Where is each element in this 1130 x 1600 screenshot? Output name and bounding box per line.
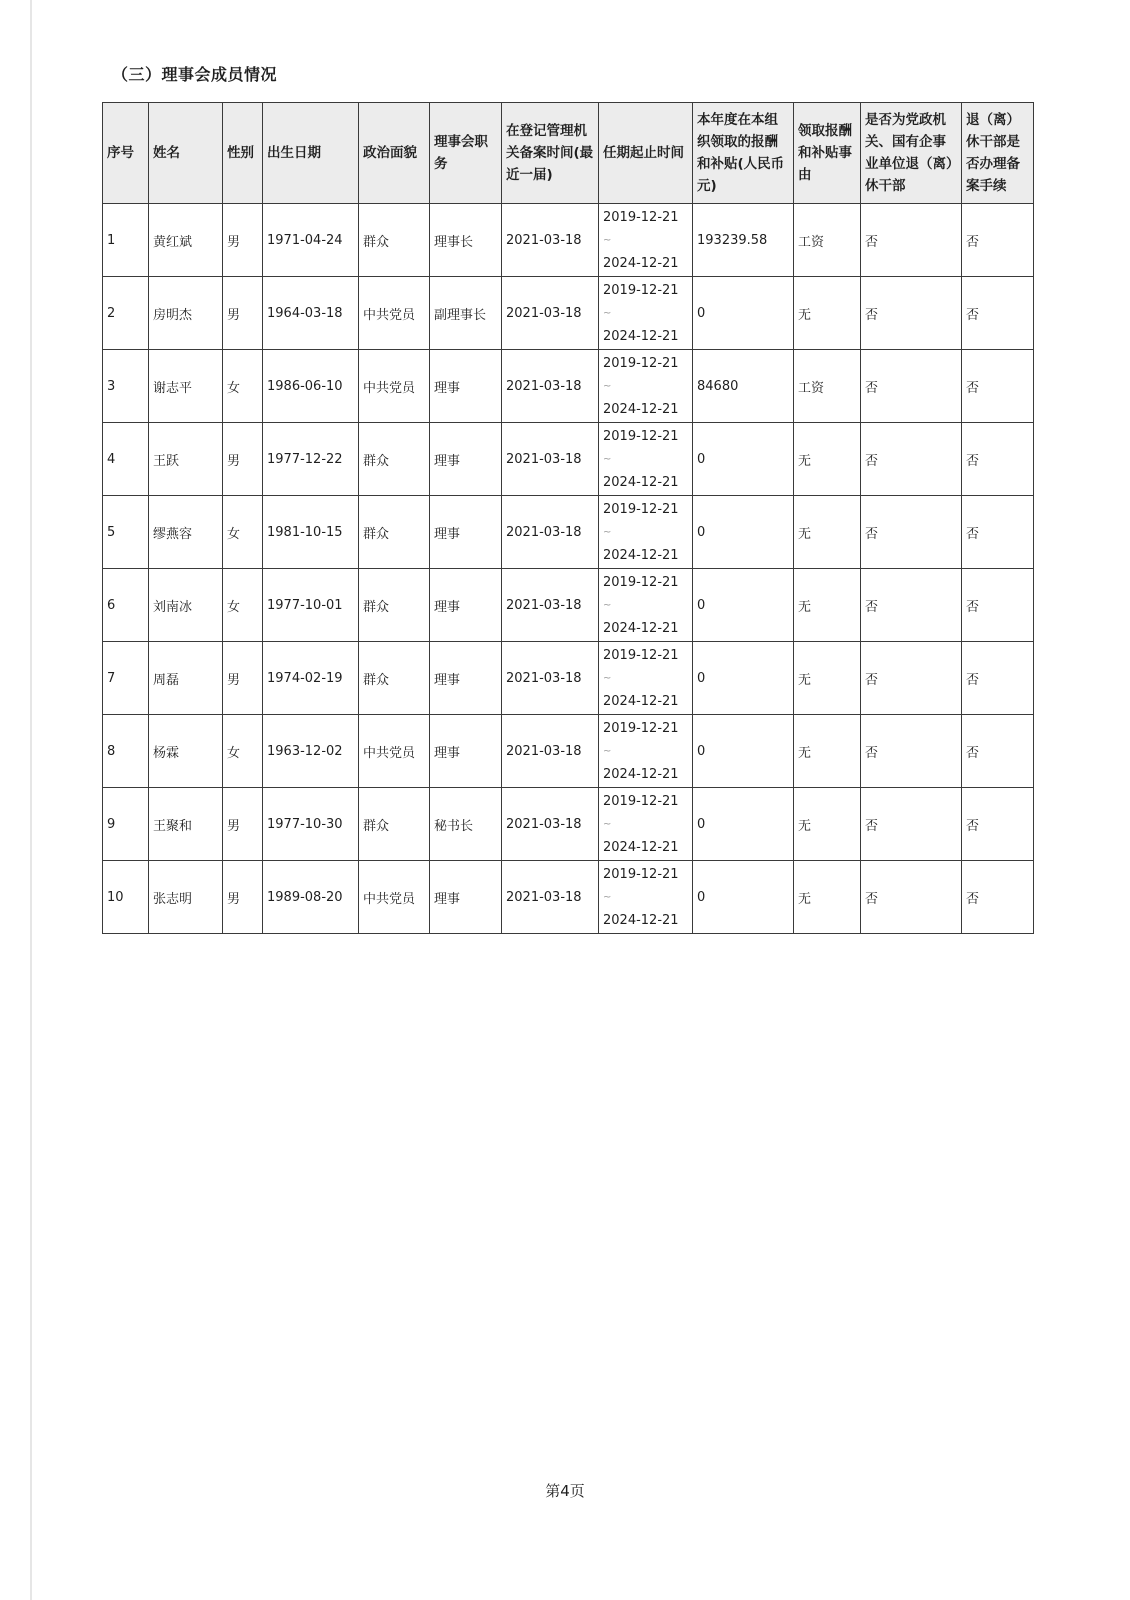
political-status: 群众 <box>359 642 430 715</box>
political-status: 中共党员 <box>359 715 430 788</box>
table-row <box>103 569 1034 642</box>
filing-date: 2021-03-18 <box>502 715 599 788</box>
row-number: 7 <box>103 642 149 715</box>
compensation-amount: 0 <box>693 496 794 569</box>
compensation-reason: 无 <box>794 715 861 788</box>
member-name: 刘南冰 <box>149 569 223 642</box>
term-start: 2019-12-21 <box>603 428 679 444</box>
retired-filing-status: 否 <box>962 277 1034 350</box>
board-position: 理事长 <box>430 204 502 277</box>
birth-date: 1981-10-15 <box>263 496 359 569</box>
political-status: 群众 <box>359 788 430 861</box>
compensation-amount: 0 <box>693 423 794 496</box>
term-end: 2024-12-21 <box>603 328 679 344</box>
birth-date: 1977-12-22 <box>263 423 359 496</box>
row-number: 3 <box>103 350 149 423</box>
row-number: 9 <box>103 788 149 861</box>
retired-filing-status: 否 <box>962 423 1034 496</box>
board-position: 理事 <box>430 423 502 496</box>
compensation-amount: 0 <box>693 569 794 642</box>
header-cell: 理事会职务 <box>430 103 502 204</box>
filing-date: 2021-03-18 <box>502 350 599 423</box>
term-end: 2024-12-21 <box>603 620 679 636</box>
row-number: 4 <box>103 423 149 496</box>
header-cell: 是否为党政机关、国有企事业单位退（离）休干部 <box>861 103 962 204</box>
header-cell: 本年度在本组织领取的报酬和补贴(人民币元) <box>693 103 794 204</box>
retired-filing-status: 否 <box>962 642 1034 715</box>
birth-date: 1977-10-01 <box>263 569 359 642</box>
table-row <box>103 496 1034 569</box>
term-start: 2019-12-21 <box>603 355 679 371</box>
member-gender: 女 <box>223 569 263 642</box>
table-body <box>103 204 1034 934</box>
birth-date: 1963-12-02 <box>263 715 359 788</box>
retired-cadre-status: 否 <box>861 715 962 788</box>
filing-date: 2021-03-18 <box>502 496 599 569</box>
table-row <box>103 642 1034 715</box>
political-status: 中共党员 <box>359 861 430 934</box>
member-gender: 男 <box>223 788 263 861</box>
political-status: 中共党员 <box>359 350 430 423</box>
compensation-reason: 无 <box>794 642 861 715</box>
compensation-reason: 无 <box>794 496 861 569</box>
member-gender: 男 <box>223 204 263 277</box>
header-cell: 在登记管理机关备案时间(最近一届) <box>502 103 599 204</box>
table-row <box>103 423 1034 496</box>
compensation-amount: 0 <box>693 277 794 350</box>
term-start: 2019-12-21 <box>603 720 679 736</box>
table-row <box>103 204 1034 277</box>
term-end: 2024-12-21 <box>603 839 679 855</box>
term-start: 2019-12-21 <box>603 866 679 882</box>
filing-date: 2021-03-18 <box>502 423 599 496</box>
member-name: 王跃 <box>149 423 223 496</box>
header-cell: 领取报酬和补贴事由 <box>794 103 861 204</box>
header-cell: 性别 <box>223 103 263 204</box>
member-gender: 男 <box>223 861 263 934</box>
retired-filing-status: 否 <box>962 861 1034 934</box>
board-position: 理事 <box>430 569 502 642</box>
compensation-reason: 无 <box>794 423 861 496</box>
table-row <box>103 715 1034 788</box>
member-name: 杨霖 <box>149 715 223 788</box>
political-status: 群众 <box>359 423 430 496</box>
retired-cadre-status: 否 <box>861 642 962 715</box>
filing-date: 2021-03-18 <box>502 642 599 715</box>
term-period <box>599 788 693 861</box>
term-period <box>599 204 693 277</box>
term-start: 2019-12-21 <box>603 501 679 517</box>
member-name: 缪燕容 <box>149 496 223 569</box>
term-sep: ~ <box>603 818 612 830</box>
header-cell: 任期起止时间 <box>599 103 693 204</box>
birth-date: 1986-06-10 <box>263 350 359 423</box>
filing-date: 2021-03-18 <box>502 861 599 934</box>
row-number: 8 <box>103 715 149 788</box>
retired-cadre-status: 否 <box>861 204 962 277</box>
term-period <box>599 496 693 569</box>
compensation-reason: 无 <box>794 277 861 350</box>
retired-filing-status: 否 <box>962 715 1034 788</box>
compensation-reason: 无 <box>794 788 861 861</box>
term-sep: ~ <box>603 672 612 684</box>
member-gender: 男 <box>223 642 263 715</box>
board-position: 理事 <box>430 496 502 569</box>
term-start: 2019-12-21 <box>603 574 679 590</box>
term-start: 2019-12-21 <box>603 282 679 298</box>
compensation-amount: 193239.58 <box>693 204 794 277</box>
member-name: 周磊 <box>149 642 223 715</box>
birth-date: 1974-02-19 <box>263 642 359 715</box>
board-position: 秘书长 <box>430 788 502 861</box>
member-gender: 男 <box>223 423 263 496</box>
term-start: 2019-12-21 <box>603 793 679 809</box>
birth-date: 1989-08-20 <box>263 861 359 934</box>
row-number: 1 <box>103 204 149 277</box>
page-edge-line <box>30 0 32 1600</box>
term-period <box>599 569 693 642</box>
board-position: 理事 <box>430 350 502 423</box>
political-status: 群众 <box>359 496 430 569</box>
term-period <box>599 642 693 715</box>
term-sep: ~ <box>603 891 612 903</box>
compensation-reason: 无 <box>794 569 861 642</box>
table-row <box>103 861 1034 934</box>
compensation-reason: 工资 <box>794 350 861 423</box>
member-name: 张志明 <box>149 861 223 934</box>
term-sep: ~ <box>603 307 612 319</box>
header-row <box>103 103 1034 204</box>
member-gender: 女 <box>223 496 263 569</box>
board-position: 理事 <box>430 715 502 788</box>
term-end: 2024-12-21 <box>603 401 679 417</box>
retired-cadre-status: 否 <box>861 496 962 569</box>
compensation-amount: 0 <box>693 788 794 861</box>
member-gender: 女 <box>223 715 263 788</box>
compensation-amount: 0 <box>693 861 794 934</box>
header-cell: 政治面貌 <box>359 103 430 204</box>
table-row <box>103 277 1034 350</box>
term-sep: ~ <box>603 599 612 611</box>
birth-date: 1964-03-18 <box>263 277 359 350</box>
term-period <box>599 715 693 788</box>
term-sep: ~ <box>603 745 612 757</box>
term-end: 2024-12-21 <box>603 474 679 490</box>
filing-date: 2021-03-18 <box>502 277 599 350</box>
header-cell: 序号 <box>103 103 149 204</box>
retired-filing-status: 否 <box>962 569 1034 642</box>
retired-cadre-status: 否 <box>861 423 962 496</box>
compensation-amount: 0 <box>693 642 794 715</box>
term-start: 2019-12-21 <box>603 209 679 225</box>
page-number: 第4页 <box>545 1482 585 1500</box>
retired-filing-status: 否 <box>962 350 1034 423</box>
term-end: 2024-12-21 <box>603 912 679 928</box>
compensation-amount: 84680 <box>693 350 794 423</box>
row-number: 2 <box>103 277 149 350</box>
compensation-amount: 0 <box>693 715 794 788</box>
term-period <box>599 423 693 496</box>
term-sep: ~ <box>603 453 612 465</box>
term-period <box>599 350 693 423</box>
retired-filing-status: 否 <box>962 788 1034 861</box>
birth-date: 1971-04-24 <box>263 204 359 277</box>
filing-date: 2021-03-18 <box>502 569 599 642</box>
retired-cadre-status: 否 <box>861 569 962 642</box>
filing-date: 2021-03-18 <box>502 788 599 861</box>
political-status: 群众 <box>359 204 430 277</box>
retired-cadre-status: 否 <box>861 788 962 861</box>
term-end: 2024-12-21 <box>603 693 679 709</box>
term-period <box>599 277 693 350</box>
table-row <box>103 788 1034 861</box>
compensation-reason: 无 <box>794 861 861 934</box>
table-row <box>103 350 1034 423</box>
filing-date: 2021-03-18 <box>502 204 599 277</box>
table-header <box>103 103 1034 204</box>
term-period <box>599 861 693 934</box>
birth-date: 1977-10-30 <box>263 788 359 861</box>
member-name: 房明杰 <box>149 277 223 350</box>
board-position: 理事 <box>430 861 502 934</box>
header-cell: 姓名 <box>149 103 223 204</box>
term-end: 2024-12-21 <box>603 547 679 563</box>
board-position: 理事 <box>430 642 502 715</box>
board-members-table <box>102 102 1034 934</box>
compensation-reason: 工资 <box>794 204 861 277</box>
section-title: （三）理事会成员情况 <box>112 65 278 84</box>
row-number: 6 <box>103 569 149 642</box>
header-cell: 退（离）休干部是否办理备案手续 <box>962 103 1034 204</box>
member-name: 谢志平 <box>149 350 223 423</box>
term-end: 2024-12-21 <box>603 255 679 271</box>
term-sep: ~ <box>603 380 612 392</box>
term-start: 2019-12-21 <box>603 647 679 663</box>
row-number: 5 <box>103 496 149 569</box>
member-gender: 男 <box>223 277 263 350</box>
retired-filing-status: 否 <box>962 204 1034 277</box>
board-position: 副理事长 <box>430 277 502 350</box>
member-name: 王聚和 <box>149 788 223 861</box>
political-status: 群众 <box>359 569 430 642</box>
term-sep: ~ <box>603 234 612 246</box>
retired-filing-status: 否 <box>962 496 1034 569</box>
retired-cadre-status: 否 <box>861 861 962 934</box>
member-name: 黄红斌 <box>149 204 223 277</box>
term-end: 2024-12-21 <box>603 766 679 782</box>
header-cell: 出生日期 <box>263 103 359 204</box>
member-gender: 女 <box>223 350 263 423</box>
political-status: 中共党员 <box>359 277 430 350</box>
row-number: 10 <box>103 861 149 934</box>
retired-cadre-status: 否 <box>861 277 962 350</box>
term-sep: ~ <box>603 526 612 538</box>
retired-cadre-status: 否 <box>861 350 962 423</box>
